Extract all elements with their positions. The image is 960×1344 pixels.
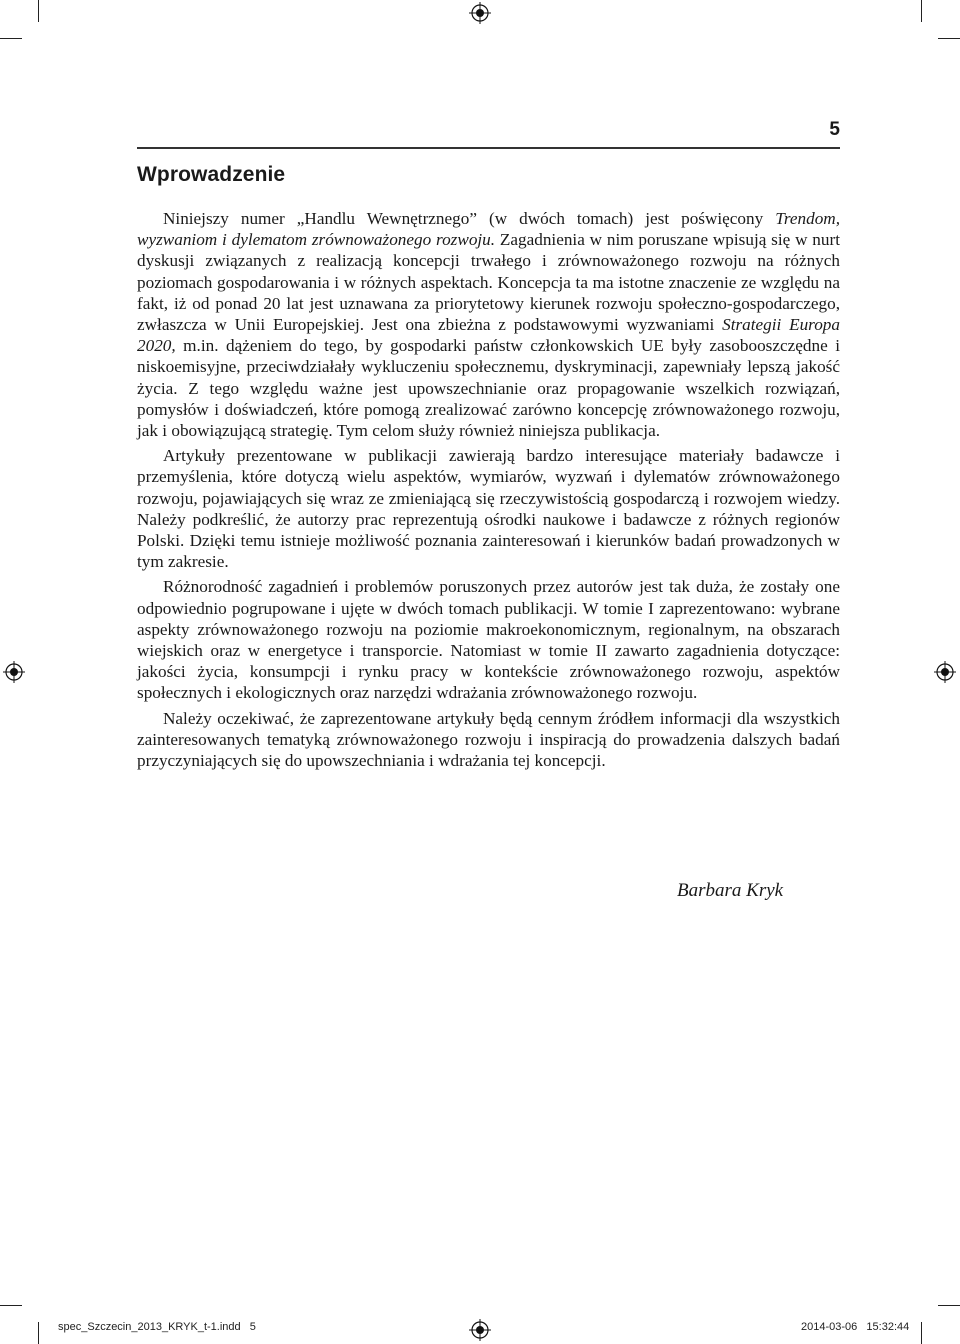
header-rule (137, 147, 840, 149)
registration-target-icon (469, 2, 491, 24)
registration-target-icon (469, 1319, 491, 1341)
paragraph-3: Różnorodność zagadnień i problemów poruszonych przez autorów jest tak duża, że zostały one odpowiednio pogrupowane i ujęte w dwóch tomach publikacji. W tomie I zaprezentowano: wybrane aspekty zrównoważonego rozwoju na poziomie makroekonomicznym, regionalnym, na obszarach wiejskich oraz w energetyce i transporcie. Natomiast w tomie II zawarto zagadnienia dotyczące: jakości życia, konsumpcji i rynku pracy w kontekście zrównoważonego rozwoju, aspektów społecznych i ekologicznych oraz narzędzi wdrażania zrównoważonego rozwoju. (137, 577, 840, 703)
paragraph-1 (137, 208, 840, 441)
article-body (137, 208, 840, 775)
page-title: Wprowadzenie (137, 163, 286, 186)
crop-mark-top-left-horizontal (0, 38, 22, 39)
paragraph-1-part-c: Zagadnienia w nim poruszane wpisują się w nurt dyskusji związanych z realizacją koncepcji trwałego i zrównoważonego rozwoju na różnych poziomach gospodarowania i w różnych aspektach. Koncepcja ta ma istotne znaczenie ze względu na fakt, iż od ponad 20 lat jest uznawana za priorytetowy kierunek rozwoju społeczno-gospodarczego, zwłaszcza w Unii Europejskiej. Jest ona zbieżna z podstawowymi wyzwaniami (137, 230, 840, 335)
slug-filename: spec_Szczecin_2013_KRYK_t-1.indd 5 (58, 1321, 256, 1333)
crop-mark-bottom-right-horizontal (938, 1305, 960, 1306)
registration-target-icon (934, 661, 956, 683)
paragraph-1-title-italic: Trendom, wyzwaniom i dylematom zrównoważonego rozwoju. (137, 209, 840, 250)
page-number: 5 (829, 119, 840, 140)
slug-timestamp: 2014-03-06 15:32:44 (801, 1321, 910, 1333)
crop-mark-top-right-horizontal (938, 38, 960, 39)
crop-mark-bottom-left-horizontal (0, 1305, 22, 1306)
registration-target-icon (3, 661, 25, 683)
crop-mark-top-right-vertical (921, 0, 922, 22)
paragraph-1-part-a: Niniejszy numer „Handlu Wewnętrznego” (w dwóch tomach) jest poświęcony (163, 209, 776, 228)
crop-mark-bottom-left-vertical (38, 1322, 39, 1344)
paragraph-1-strategy-italic: Strategii Europa 2020, (137, 315, 840, 356)
paragraph-4: Należy oczekiwać, że zaprezentowane artykuły będą cennym źródłem informacji dla wszystkich zainteresowanych tematyką zrównoważonego rozwoju i inspiracją do prowadzenia dalszych badań przyczyniających się do upowszechniania i wdrażania tej koncepcji. (137, 708, 840, 771)
paragraph-2: Artykuły prezentowane w publikacji zawierają bardzo interesujące materiały badawcze i przemyślenia, które dotyczą wielu aspektów, wymiarów, wyzwań i dylematów zrównoważonego rozwoju, pojawiających się wraz ze zmieniającą się rzeczywistością gospodarczą i rozwojem wiedzy. Należy podkreślić, że autorzy prac reprezentują ośrodki naukowe i badawcze z różnych regionów Polski. Dzięki temu istnieje możliwość poznania zainteresowań i kierunków badań prowadzonych w tym zakresie. (137, 446, 840, 572)
author-signature: Barbara Kryk (677, 880, 784, 901)
crop-mark-top-left-vertical (38, 0, 39, 22)
paragraph-1-part-e: m.in. dążeniem do tego, by gospodarki państw członkowskich UE były zasobooszczędne i niskoemisyjne, przeciwdziałały wykluczeniu społecznemu, dyskryminacji, zapewniały lepszą jakość życia. Z tego względu ważne jest upowszechnianie oraz propagowanie wszelkich rozwiązań, pomysłów i doświadczeń, które pomogą zrealizować zarówno koncepcję zrównoważonego rozwoju, jak i obowiązującą strategię. Tym celom służy również niniejsza publikacja. (137, 336, 840, 441)
crop-mark-bottom-right-vertical (921, 1322, 922, 1344)
